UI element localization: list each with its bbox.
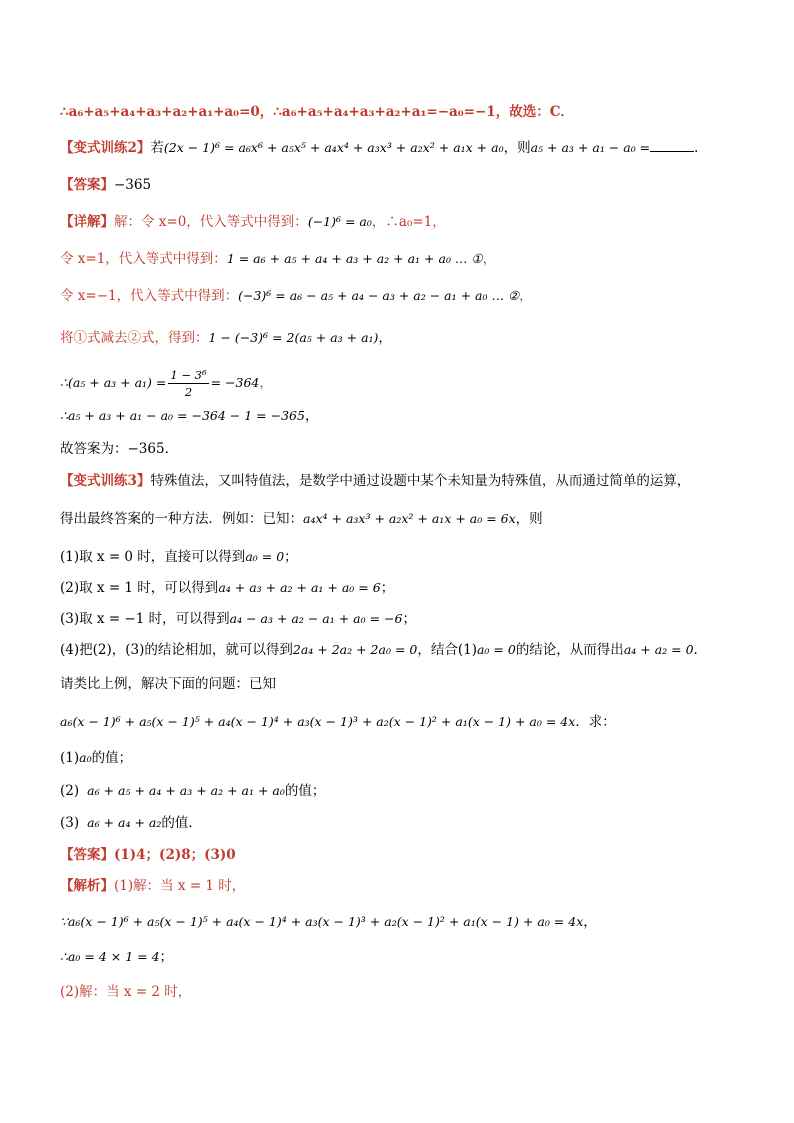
detail-math: (−1)⁶ = a₀ — [307, 214, 372, 229]
detail-line-6 — [60, 406, 754, 426]
example-point-1 — [60, 547, 754, 567]
intro-tail: ，则 — [515, 511, 543, 527]
analysis-line-2 — [60, 912, 754, 932]
step2-text: 令 x=−1，代入等式中得到： — [60, 288, 239, 304]
q1-tail: 的值； — [91, 750, 133, 766]
p4-tail: ． — [693, 642, 708, 658]
intro-text-2: 得出最终答案的一种方法．例如：已知： — [60, 511, 303, 527]
analysis-text: (1)解：当 x = 1 时， — [114, 878, 246, 894]
p4-mid-2: 的结论，从而得出 — [515, 642, 624, 658]
intro-text-1: 特殊值法，又叫特值法，是数学中通过设题中某个未知量为特殊值，从而通过简单的运算， — [150, 473, 691, 489]
step5-tail: ， — [304, 408, 319, 424]
analysis-math-2: ∴a₀ = 4 × 1 = 4 — [60, 949, 160, 964]
p4-math-3: a₄ + a₂ = 0 — [623, 642, 694, 657]
q-pre: 若 — [150, 140, 164, 156]
step4-lhs: ∴(a₅ + a₃ + a₁) = — [60, 375, 167, 390]
step1-math: 1 = a₆ + a₅ + a₄ + a₃ + a₂ + a₁ + a₀ … ① — [226, 251, 483, 266]
q2-text: (2) — [60, 783, 80, 799]
detail-line-4 — [60, 328, 754, 348]
p2-tail: ； — [380, 580, 395, 596]
step1-tail: ， — [482, 251, 497, 267]
exercise-2-question — [60, 137, 754, 158]
p4-mid: ，结合(1) — [417, 642, 477, 658]
question-3 — [60, 813, 754, 833]
q-end: ． — [694, 140, 708, 156]
q3-text: (3) — [60, 815, 80, 831]
detail-line-5 — [60, 366, 754, 400]
p3-tail: ； — [402, 611, 416, 627]
example-point-2 — [60, 578, 754, 598]
q-equation: (2x − 1)⁶ = a₆x⁶ + a₅x⁵ + a₄x⁴ + a₃x³ + a₂x² + a₁x + a₀ — [163, 140, 504, 155]
exercise-3-intro-1 — [60, 471, 754, 491]
given-tail: ．求： — [575, 714, 616, 730]
given-equation-line — [60, 712, 754, 732]
analysis-line-3 — [60, 947, 754, 967]
p3-math: a₄ − a₃ + a₂ − a₁ + a₀ = −6 — [229, 611, 403, 626]
analysis-math: ∵a₆(x − 1)⁶ + a₅(x − 1)⁵ + a₄(x − 1)⁴ + a₃(x − 1)³ + a₂(x − 1)² + a₁(x − 1) + a₀ = 4x — [60, 914, 584, 929]
exercise-3-tag: 【变式训练3】 — [60, 473, 151, 489]
p3-text: (3)取 x = −1 时，可以得到 — [60, 611, 230, 627]
p2-math: a₄ + a₃ + a₂ + a₁ + a₀ = 6 — [218, 580, 381, 595]
fraction-numerator: 1 − 3⁶ — [170, 368, 207, 382]
answer-blank — [650, 137, 694, 152]
intro-math: a₄x⁴ + a₃x³ + a₂x² + a₁x + a₀ = 6x — [303, 511, 516, 526]
p1-math: a₀ = 0 — [245, 549, 285, 564]
detail-line-2 — [60, 249, 754, 269]
example-point-3 — [60, 609, 754, 629]
p2-text: (2)取 x = 1 时，可以得到 — [60, 580, 219, 596]
answer-value-3: (1)4；(2)8；(3)0 — [114, 847, 236, 863]
step2-math: (−3)⁶ = a₆ − a₅ + a₄ − a₃ + a₂ − a₁ + a₀ … ② — [238, 288, 520, 303]
detail-tail: ，∴a₀=1， — [371, 214, 446, 230]
step3-text: 将①式减去②式，得到： — [60, 330, 209, 346]
exercise-3-intro-2 — [60, 509, 754, 529]
step1-text: 令 x=1，代入等式中得到： — [60, 251, 227, 267]
analysis-tail: ， — [583, 914, 597, 930]
step3-tail: ， — [378, 330, 392, 346]
step3-math: 1 − (−3)⁶ = 2(a₅ + a₃ + a₁) — [208, 330, 379, 345]
question-2 — [60, 781, 754, 801]
detail-text: 解：令 x=0，代入等式中得到： — [114, 214, 308, 230]
q1-text: (1) — [60, 750, 80, 766]
p4-math: 2a₄ + 2a₂ + 2a₀ = 0 — [292, 642, 418, 657]
fraction-denominator: 2 — [184, 385, 193, 399]
detail-line-3 — [60, 286, 754, 306]
analysis-tail-2: ； — [159, 949, 174, 965]
q-expression: a₅ + a₃ + a₁ − a₀ = — [530, 140, 651, 155]
final-answer-line: 故答案为：−365． — [60, 441, 179, 457]
exercise-2-answer — [60, 175, 754, 195]
analysis-line-1 — [60, 876, 754, 896]
answer-value: −365 — [114, 177, 152, 193]
detail-tag: 【详解】 — [60, 214, 114, 230]
step4-rhs: = −364 — [210, 375, 260, 390]
q3-tail: 的值． — [161, 815, 202, 831]
given-equation: a₆(x − 1)⁶ + a₅(x − 1)⁵ + a₄(x − 1)⁴ + a₃(x − 1)³ + a₂(x − 1)² + a₁(x − 1) + a₀ = 4x — [60, 714, 576, 729]
q2-math: a₆ + a₅ + a₄ + a₃ + a₂ + a₁ + a₀ — [87, 783, 285, 798]
p4-text: (4)把(2)，(3)的结论相加，就可以得到 — [60, 642, 293, 658]
previous-solution-conclusion: ∴a₆+a₅+a₄+a₃+a₂+a₁+a₀=0，∴a₆+a₅+a₄+a₃+a₂+a₁=−a₀=−1，故选：C． — [60, 104, 574, 120]
analysis-line-4: (2)解：当 x = 2 时， — [60, 984, 192, 1000]
p1-text: (1)取 x = 0 时，直接可以得到 — [60, 549, 246, 565]
analogy-line: 请类比上例，解决下面的问题：已知 — [60, 676, 276, 692]
analysis-tag: 【解析】 — [60, 878, 114, 894]
question-1 — [60, 748, 754, 768]
answer-tag-3: 【答案】 — [60, 847, 114, 863]
step4-fraction — [168, 367, 208, 400]
p4-math-2: a₀ = 0 — [476, 642, 516, 657]
q2-tail: 的值； — [284, 783, 326, 799]
step5-math: ∴a₅ + a₃ + a₁ − a₀ = −364 − 1 = −365 — [60, 408, 305, 423]
q3-math: a₆ + a₄ + a₂ — [87, 815, 162, 830]
answer-tag: 【答案】 — [60, 177, 114, 193]
q1-math: a₀ — [79, 750, 92, 765]
step4-tail: ， — [259, 375, 273, 391]
exercise-2-tag: 【变式训练2】 — [60, 140, 151, 156]
step2-tail: ， — [519, 288, 533, 304]
example-point-4 — [60, 640, 754, 660]
exercise-3-answer — [60, 845, 754, 865]
p1-tail: ； — [284, 549, 298, 565]
q-mid: ，则 — [503, 140, 531, 156]
detail-line-1 — [60, 212, 754, 232]
